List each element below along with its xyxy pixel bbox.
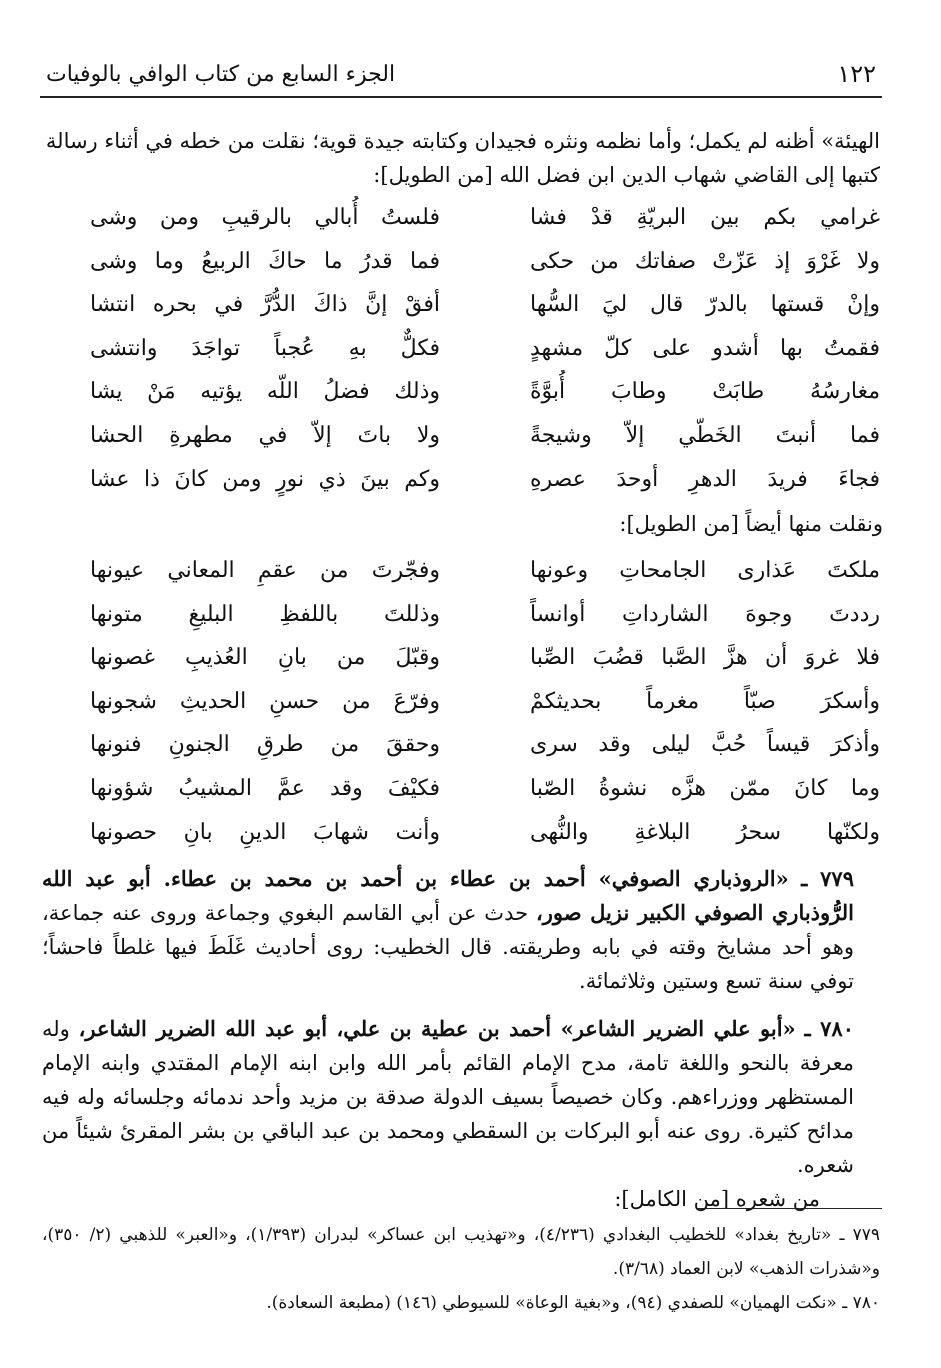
page-number: ١٢٢ xyxy=(837,60,876,88)
poem-verse xyxy=(90,370,880,414)
poem-verse xyxy=(90,283,880,327)
verse-second-hemistich: وكم بينَ ذي نورٍ ومن كانَ ذا عشا xyxy=(90,466,440,492)
verse-second-hemistich: وذلك فضلُ اللّه يؤتيه مَنْ يشا xyxy=(90,379,440,405)
verse-second-hemistich: وقبّلَ من بانِ العُذيبِ غصونها xyxy=(90,645,440,671)
verse-second-hemistich: فكيْفَ وقد عمَّ المشيبُ شؤونها xyxy=(90,775,440,801)
verse-first-hemistich: غرامي بكم بين البريّةِ قدْ فشا xyxy=(530,205,880,230)
poem-verse xyxy=(90,196,880,240)
entry-779 xyxy=(42,862,880,998)
poem-verse xyxy=(90,327,880,371)
meter-note: ونقلت منها أيضاً [من الطويل]: xyxy=(619,512,883,536)
intro-line-2: كتبها إلى القاضي شهاب الدين ابن فضل الله [من الطويل]: xyxy=(373,163,880,187)
poem-verse xyxy=(90,767,880,811)
running-title: الجزء السابع من كتاب الوافي بالوفيات xyxy=(46,62,396,87)
verse-second-hemistich: فما قدرُ ما حاكَ الربيعُ وما وشى xyxy=(90,248,440,274)
poem-verse xyxy=(90,549,880,593)
verse-second-hemistich: وفرّعَ من حسنِ الحديثِ شجونها xyxy=(90,688,440,714)
intro-line-1: الهيئة» أظنه لم يكمل؛ وأما نظمه ونثره فجيدان وكتابته جيدة قوية؛ نقلت من خطه في أثناء رسالة xyxy=(45,129,880,153)
entry-780-title: «أبو علي الضرير الشاعر» أحمد بن عطية بن علي، أبو عبد الله الضرير الشاعر، xyxy=(78,1016,796,1041)
poem-2 xyxy=(90,549,880,854)
entry-779-title: «الروذباري الصوفي» أحمد بن عطاء بن أحمد بن محمد بن عطاء. أبو عبد الله الرُّوذباري الصوفي الكبير نزيل صور، xyxy=(42,866,854,925)
verse-first-hemistich: فقمتُ بها أشدو على كلّ مشهدٍ xyxy=(530,335,880,361)
verse-first-hemistich: فلا غروَ أن هزَّ الصَّبا قضُبَ الصِّبا xyxy=(530,645,880,671)
verse-first-hemistich: مغارسُهُ طابَتْ وطابَ أُبوَّةً xyxy=(530,379,880,405)
verse-second-hemistich: فكلٌّ بهِ عُجباً تواجَدَ وانتشى xyxy=(90,335,440,361)
footnote-separator xyxy=(698,1208,882,1209)
verse-second-hemistich: ولا باتَ إلاّ في مطهرةِ الحشا xyxy=(90,422,440,448)
verse-second-hemistich: وحققَ من طرقِ الجنونِ فنونها xyxy=(90,732,440,758)
footnote-779: ٧٧٩ ـ «تاريخ بغداد» للخطيب البغدادي (٤/٢٣٦)، و«تهذيب ابن عساكر» لبدران (١/٣٩٣)، و«العبر» للذهبي (٢/ ٣٥٠)، و«شذرات الذهب» لابن العماد (٣/٦٨). xyxy=(42,1225,880,1279)
poem-verse xyxy=(90,593,880,637)
verse-first-hemistich: فجاءَ فريدَ الدهرِ أوحدَ عصرهِ xyxy=(530,466,880,492)
verse-first-hemistich: ولكنّها سحرُ البلاغةِ والنُّهى xyxy=(530,819,880,845)
entry-780 xyxy=(42,1012,880,1216)
verse-second-hemistich: وذللتَ باللفظِ البليغِ متونها xyxy=(90,601,440,627)
verse-second-hemistich: وفجّرتَ من عقمِ المعاني عيونها xyxy=(90,558,440,583)
verse-first-hemistich: ولا غَرْوَ إذ عَزّتْ صفاتك من حكى xyxy=(530,248,880,274)
entry-780-text: وله معرفة بالنحو واللغة تامة، مدح الإمام القائم بأمر الله وابن ابنه الإمام المقتدي وابنه الإمام المستظهر ووزراءهم. وكان خصيصاً بسيف الدولة صدقة بن مزيد وأحد ندمائه وجلسائه وله فيه مدائح كثيرة. روى عنه أبو البركات بن السقطي ومحمد بن عبد الباقي بن بشر المقرئ شيئاً من شعره. xyxy=(42,1017,854,1177)
poem-verse xyxy=(90,458,880,502)
poem-verse xyxy=(90,680,880,724)
poem-verse xyxy=(90,240,880,284)
verse-second-hemistich: أفقْ إنَّ ذاكَ الدُّرَّ في بحره انتشا xyxy=(90,292,440,318)
verse-first-hemistich: وإنْ قستها بالدرّ قال ليَ السُّها xyxy=(530,292,880,318)
verse-first-hemistich: وأذكرَ قيساً حُبَّ ليلى وقد سرى xyxy=(530,732,880,758)
entry-779-paragraph xyxy=(42,862,880,998)
entry-780-number: ٧٨٠ ـ xyxy=(804,1016,854,1041)
page-header xyxy=(40,58,882,98)
verse-first-hemistich: رددتَ وجوهَ الشارداتِ أوانساً xyxy=(530,601,880,627)
footnote-780: ٧٨٠ ـ «نكت الهميان» للصفدي (٩٤)، و«بغية الوعاة» للسيوطي (١٤٦) (مطبعة السعادة). xyxy=(266,1293,880,1313)
poem-verse xyxy=(90,414,880,458)
poem-verse xyxy=(90,636,880,680)
poem-verse xyxy=(90,723,880,767)
verse-first-hemistich: وما كانَ ممّن هزَّه نشوةُ الصّبا xyxy=(530,775,880,801)
poem-verse xyxy=(90,811,880,855)
verse-second-hemistich: وأنت شهابَ الدينِ بانِ حصونها xyxy=(90,819,440,845)
poem-1 xyxy=(90,196,880,501)
entry-780-paragraph xyxy=(42,1012,880,1182)
verse-second-hemistich: فلستُ أُبالي بالرقيبِ ومن وشى xyxy=(90,205,440,230)
verse-first-hemistich: وأسكرَ صبّاً مغرماً بحديثكمْ xyxy=(530,688,880,714)
verse-first-hemistich: ملكتَ عَذارى الجامحاتِ وعونها xyxy=(530,558,880,583)
entry-779-text: حدث عن أبي القاسم البغوي وجماعة وروى عنه جماعة، وهو أحد مشايخ وقته في بابه وطريقته. قال الخطيب: روى أحاديث غَلَطَ فيها غلطاً فاحشاً؛ توفي سنة تسع وستين وثلاثمائة. xyxy=(42,901,854,993)
verse-first-hemistich: فما أنبتَ الخَطّي إلاّ وشيجةً xyxy=(530,422,880,448)
footnotes xyxy=(42,1218,880,1320)
entry-780-meter: من شعره [من الكامل]: xyxy=(614,1187,820,1211)
entry-779-number: ٧٧٩ ـ xyxy=(801,866,854,891)
intro-paragraph xyxy=(42,124,880,192)
